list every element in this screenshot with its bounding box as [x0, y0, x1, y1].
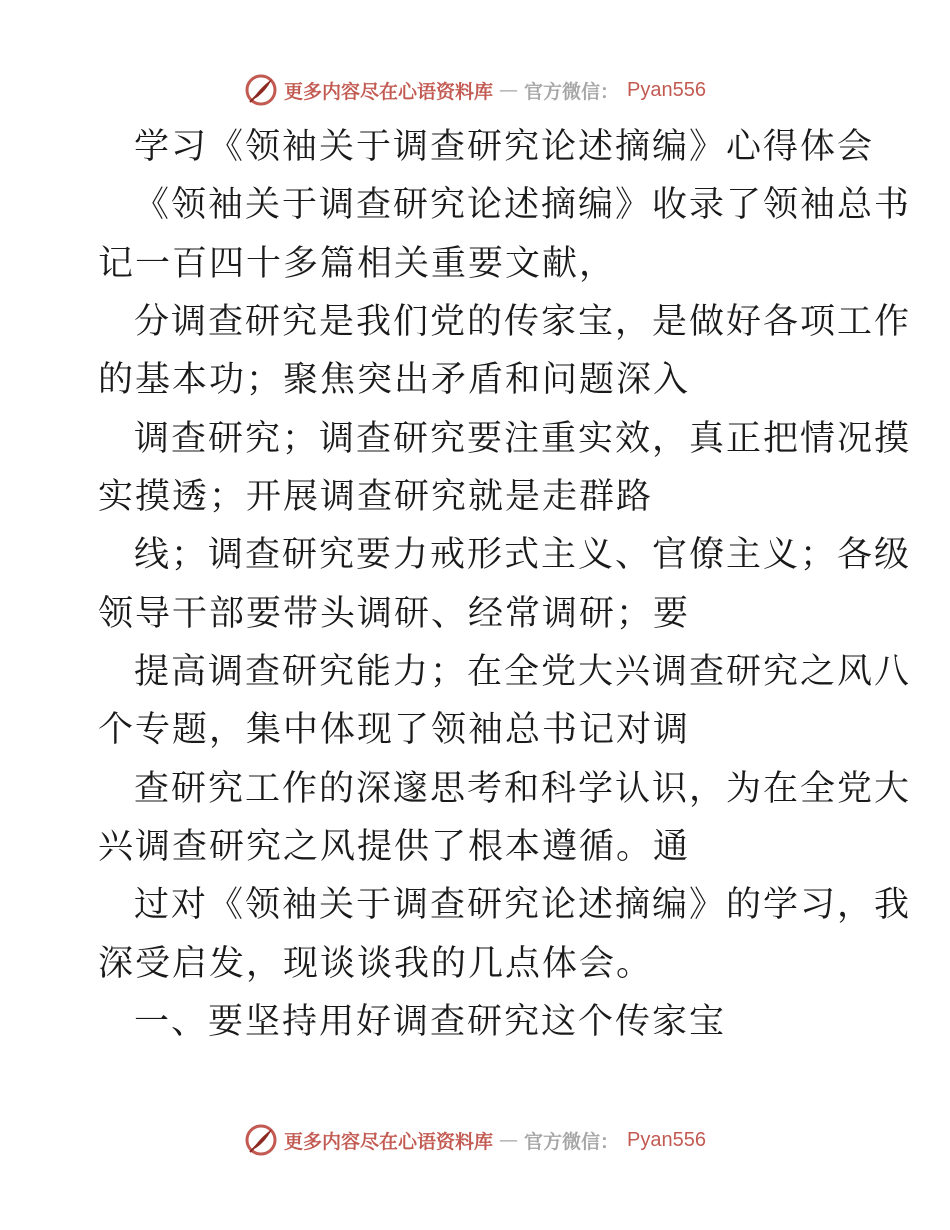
watermark-separator: —: [499, 1129, 519, 1151]
paragraph-line: 的基本功；聚焦突出矛盾和问题深入: [98, 360, 691, 400]
paragraph-line: 《领袖关于调查研究论述摘编》收录了领袖总书: [134, 185, 912, 225]
paragraph-line: 分调查研究是我们党的传家宝，是做好各项工作: [134, 302, 912, 342]
watermark-wechat-id: Pyan556: [627, 1128, 706, 1151]
watermark-banner-bottom: [0, 1120, 950, 1160]
paragraph-line: 深受启发，现谈谈我的几点体会。: [98, 944, 654, 984]
paragraph-line: 过对《领袖关于调查研究论述摘编》的学习，我: [134, 885, 912, 925]
paragraph-line: 领导干部要带头调研、经常调研；要: [98, 594, 691, 634]
section-heading: 一、要坚持用好调查研究这个传家宝: [134, 1002, 727, 1042]
feather-logo-icon: [244, 1123, 278, 1157]
watermark-separator: —: [499, 79, 519, 101]
watermark-wechat-id: Pyan556: [627, 78, 706, 101]
paragraph-line: 线；调查研究要力戒形式主义、官僚主义；各级: [134, 535, 912, 575]
paragraph-line: 查研究工作的深邃思考和科学认识，为在全党大: [134, 769, 912, 809]
paragraph-line: 提高调查研究能力；在全党大兴调查研究之风八: [134, 652, 912, 692]
paragraph-line: 调查研究；调查研究要注重实效，真正把情况摸: [134, 419, 912, 459]
feather-logo-icon: [244, 73, 278, 107]
watermark-banner-top: [0, 70, 950, 110]
watermark-wechat-label: 官方微信：: [524, 80, 620, 103]
paragraph-line: 实摸透；开展调查研究就是走群路: [98, 477, 654, 517]
paragraph-line: 兴调查研究之风提供了根本遵循。通: [98, 827, 691, 867]
watermark-main-text: 更多内容尽在心语资料库: [284, 80, 494, 103]
watermark-main-text: 更多内容尽在心语资料库: [284, 1130, 494, 1153]
watermark-wechat-label: 官方微信：: [524, 1130, 620, 1153]
paragraph-line: 记一百四十多篇相关重要文献，: [98, 244, 617, 284]
paragraph-line: 个专题，集中体现了领袖总书记对调: [98, 710, 691, 750]
document-title: 学习《领袖关于调查研究论述摘编》心得体会: [134, 127, 875, 167]
